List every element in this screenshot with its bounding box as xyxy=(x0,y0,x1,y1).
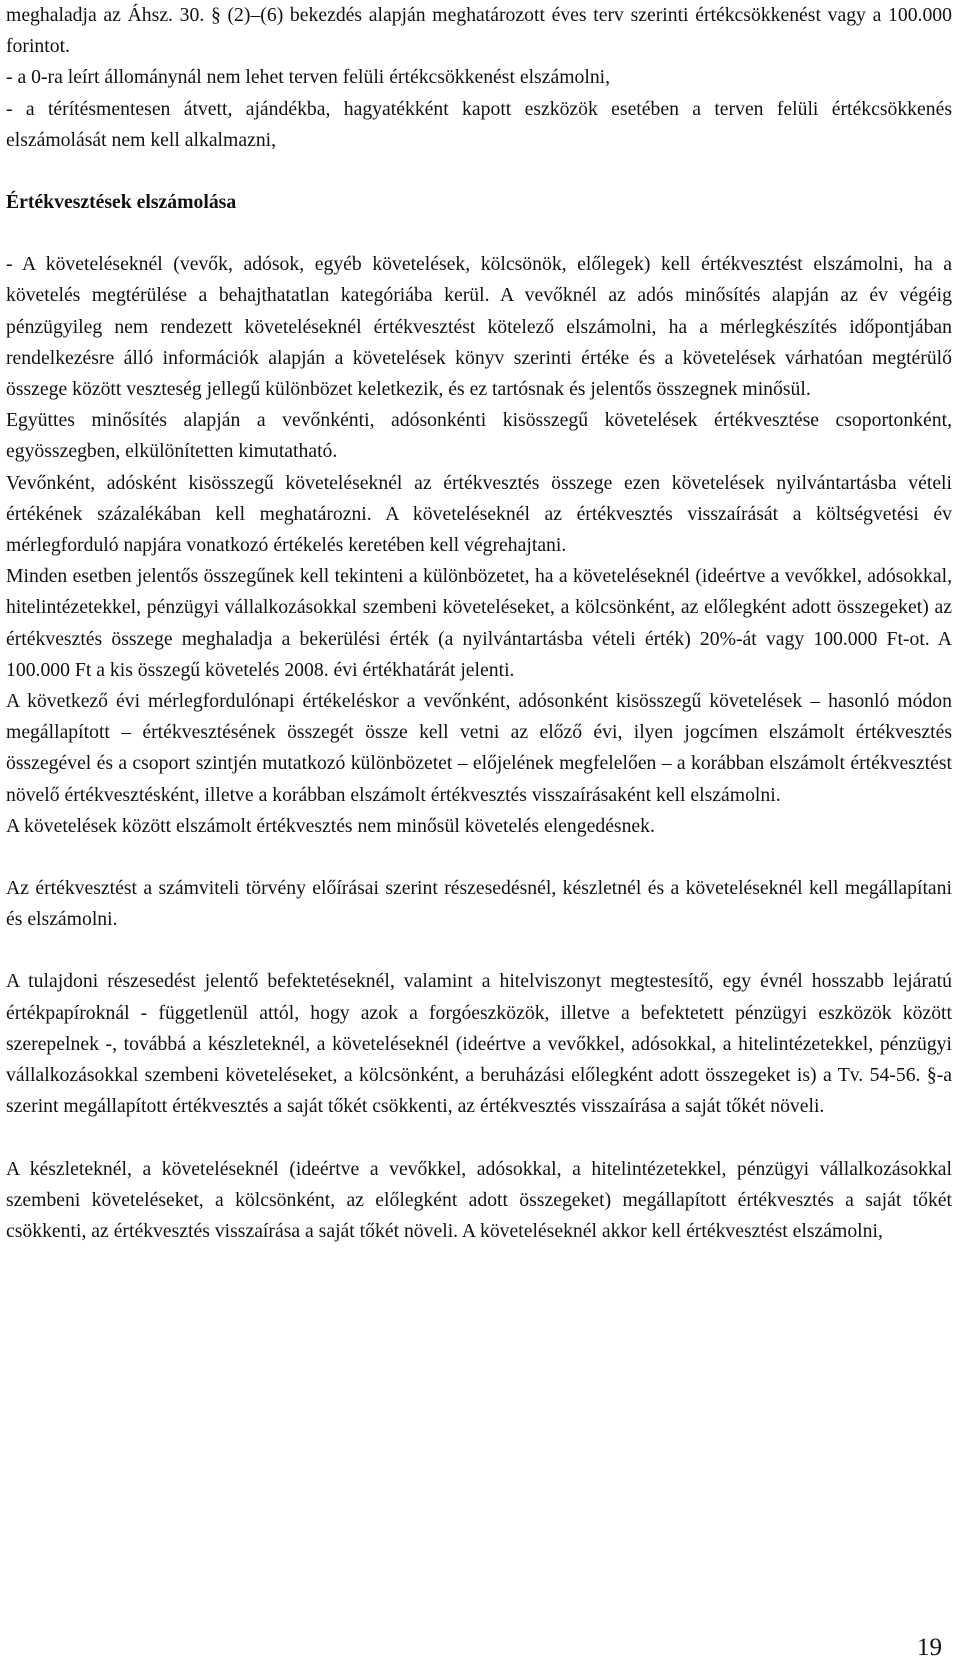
body-paragraph: A tulajdoni részesedést jelentő befektetéseknél, valamint a hitelviszonyt megtestesítő, egy évnél hosszabb lejáratú értékpapíroknál - függetlenül attól, hogy azok a forgóeszközök, illetve a befektetett pénzügyi eszközök között szerepelnek -, továbbá a készleteknél, a követeléseknél (ideértve a vevőkkel, adósokkal, a hitelintézetekkel, pénzügyi vállalkozásokkal szembeni követeléseket, a kölcsönként, a beruházási előlegként adott összegeket is) a Tv. 54-56. §-a szerint megállapított értékvesztés a saját tőkét csökkenti, az értékvesztés visszaírása a saját tőkét növeli. xyxy=(6,970,952,1118)
body-paragraph: Az értékvesztést a számviteli törvény előírásai szerint részesedésnél, készletnél és a követeléseknél kell megállapítani és elszámolni. xyxy=(6,877,952,931)
page-number: 19 xyxy=(917,1634,942,1661)
body-paragraph: Vevőnként, adósként kisösszegű követeléseknél az értékvesztés összege ezen követelések nyilvántartásba vételi értékének százalékában kell meghatározni. A követeléseknél az értékvesztés visszaírását a költségvetési év mérlegforduló napjára vonatkozó értékelés keretében kell végrehajtani. xyxy=(6,471,952,557)
intro-dash-item: - a térítésmentesen átvett, ajándékba, hagyatékként kapott eszközök esetében a terven felüli értékcsökkenés elszámolását nem kell alkalmazni, xyxy=(6,97,952,151)
body-paragraph: - A követeléseknél (vevők, adósok, egyéb követelések, kölcsönök, előlegek) kell értékvesztést elszámolni, ha a követelés megtérülése a behajthatatlan kategóriába kerül. A vevőknél az adós minősítés alapján az év végéig pénzügyileg nem rendezett követeléseknél értékvesztést kötelező elszámolni, ha a mérlegkészítés időpontjában rendelkezésre álló információk alapján a követelések könyv szerinti értéke és a követelések várhatóan megtérülő összege között veszteség jellegű különbözet keletkezik, és ez tartósnak és jelentős összegnek minősül. xyxy=(6,253,952,401)
body-paragraph: A készleteknél, a követeléseknél (ideértve a vevőkkel, adósokkal, a hitelintézetekkel, pénzügyi vállalkozásokkal szembeni követeléseket, a kölcsönként, az előlegként adott összegeket) megállapított értékvesztés a saját tőkét csökkenti, az értékvesztés visszaírása a saját tőkét növeli. A követeléseknél akkor kell értékvesztést elszámolni, xyxy=(6,1157,952,1242)
intro-paragraph: meghaladja az Áhsz. 30. § (2)–(6) bekezdés alapján meghatározott éves terv szerinti értékcsökkenést vagy a 100.000 forintot. xyxy=(6,4,952,58)
body-paragraph: A következő évi mérlegfordulónapi értékeléskor a vevőnként, adósonként kisösszegű követelések – hasonló módon megállapított – értékvesztésének összegét össze kell vetni az előző évi, ilyen jogcímen elszámolt értékvesztés összegével és a csoport szintjén mutatkozó különbözetet – előjelének megfelelően – a korábban elszámolt értékvesztést növelő értékvesztésként, illetve a korábban elszámolt értékvesztés visszaírásaként kell elszámolni. xyxy=(6,690,952,806)
body-paragraph: Minden esetben jelentős összegűnek kell tekinteni a különbözetet, ha a követeléseknél (ideértve a vevőkkel, adósokkal, hitelintézetekkel, pénzügyi vállalkozásokkal szembeni követeléseket, a kölcsönként, az előlegként adott összegeket) az értékvesztés összege meghaladja a bekerülési érték (a nyilvántartásba vételi érték) 20%-át vagy 100.000 Ft-ot. A 100.000 Ft a kis összegű követelés 2008. évi értékhatárát jelenti. xyxy=(6,565,952,681)
intro-dash-item: - a 0-ra leírt állománynál nem lehet terven felüli értékcsökkenést elszámolni, xyxy=(6,66,611,89)
body-paragraph: A követelések között elszámolt értékvesztés nem minősül követelés elengedésnek. xyxy=(6,814,655,837)
document-page xyxy=(6,0,952,1247)
section-heading: Értékvesztések elszámolása xyxy=(6,191,237,214)
body-paragraph: Együttes minősítés alapján a vevőnkénti, adósonkénti kisösszegű követelések értékvesztése csoportonként, egyösszegben, elkülönítetten kimutatható. xyxy=(6,409,952,463)
